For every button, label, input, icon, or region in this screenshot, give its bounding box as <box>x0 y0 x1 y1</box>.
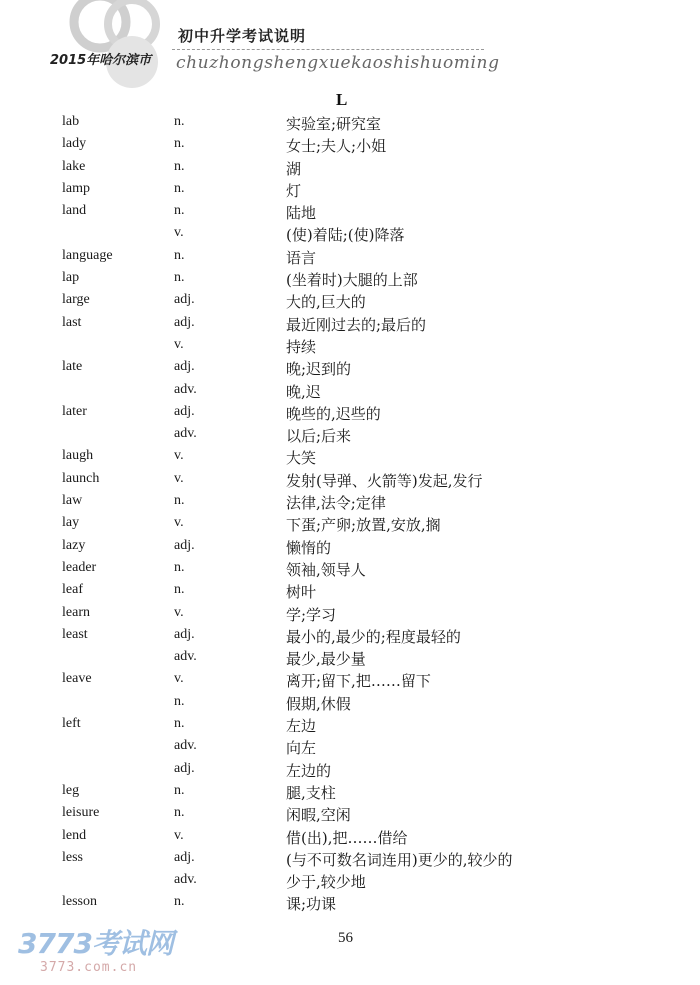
vocab-word: late <box>62 359 83 375</box>
vocab-meaning: 最小的,最少的;程度最轻的 <box>286 627 461 646</box>
watermark-brand: 3773考试网 <box>18 927 173 960</box>
vocab-meaning: 腿,支柱 <box>286 783 336 802</box>
vocab-row <box>0 402 700 424</box>
vocab-part-of-speech: adj. <box>174 359 195 375</box>
vocab-part-of-speech: n. <box>174 493 185 509</box>
vocab-part-of-speech: adj. <box>174 626 195 642</box>
vocab-word: lesson <box>62 894 97 910</box>
vocab-word: lake <box>62 158 86 174</box>
vocab-word: leader <box>62 559 97 575</box>
vocab-word: lady <box>62 136 87 152</box>
vocab-row <box>0 134 700 156</box>
vocab-word: leave <box>62 671 92 687</box>
vocab-row <box>0 157 700 179</box>
vocab-meaning: 学;学习 <box>286 605 337 624</box>
vocab-row <box>0 201 700 223</box>
vocab-row <box>0 603 700 625</box>
vocab-word: later <box>62 403 87 419</box>
header-divider <box>172 49 484 50</box>
vocab-meaning: 借(出),把……借给 <box>286 828 408 847</box>
vocab-word: leg <box>62 782 80 798</box>
vocab-meaning: 晚,迟 <box>286 382 321 401</box>
vocab-part-of-speech: adv. <box>174 738 197 754</box>
vocab-meaning: 闲暇,空闲 <box>286 806 351 825</box>
header-logo-circles-icon <box>62 0 172 90</box>
page-number: 56 <box>338 930 353 946</box>
vocab-meaning: 晚;迟到的 <box>286 360 352 379</box>
vocab-row <box>0 692 700 714</box>
vocab-meaning: 湖 <box>286 159 302 178</box>
vocab-row <box>0 179 700 201</box>
vocab-word: less <box>62 849 83 865</box>
vocab-part-of-speech: adv. <box>174 872 197 888</box>
vocab-part-of-speech: adj. <box>174 760 195 776</box>
vocab-part-of-speech: n. <box>174 247 185 263</box>
vocab-row <box>0 380 700 402</box>
vocab-part-of-speech: v. <box>174 470 184 486</box>
vocab-part-of-speech: adv. <box>174 649 197 665</box>
vocab-meaning: (与不可数名词连用)更少的,较少的 <box>286 850 513 869</box>
vocab-word: lamp <box>62 180 90 196</box>
vocab-part-of-speech: v. <box>174 225 184 241</box>
vocab-word: left <box>62 716 81 732</box>
vocab-meaning: 发射(导弹、火箭等)发起,发行 <box>286 471 483 490</box>
vocab-part-of-speech: n. <box>174 203 185 219</box>
vocab-part-of-speech: adj. <box>174 849 195 865</box>
vocab-part-of-speech: n. <box>174 693 185 709</box>
vocab-word: land <box>62 203 87 219</box>
vocab-meaning: 大的,巨大的 <box>286 293 366 312</box>
vocab-part-of-speech: v. <box>174 448 184 464</box>
vocab-meaning: 陆地 <box>286 204 317 223</box>
vocab-meaning: 最少,最少量 <box>286 650 366 669</box>
vocab-word: leaf <box>62 582 83 598</box>
vocab-meaning: 假期,休假 <box>286 694 351 713</box>
vocab-part-of-speech: adj. <box>174 537 195 553</box>
vocab-part-of-speech: v. <box>174 515 184 531</box>
header-title: 初中升学考试说明 <box>178 27 307 45</box>
vocab-word: leisure <box>62 805 100 821</box>
vocab-part-of-speech: v. <box>174 336 184 352</box>
vocab-meaning: 大笑 <box>286 449 317 468</box>
vocab-meaning: (坐着时)大腿的上部 <box>286 271 418 290</box>
page-header <box>0 0 700 90</box>
vocab-part-of-speech: v. <box>174 827 184 843</box>
vocab-meaning: 懒惰的 <box>286 538 332 557</box>
vocab-row <box>0 246 700 268</box>
header-pinyin: chuzhongshengxuekaoshishuoming <box>176 53 500 73</box>
vocabulary-list <box>0 112 700 915</box>
vocab-meaning: 左边的 <box>286 761 332 780</box>
vocab-meaning: 法律,法令;定律 <box>286 494 386 513</box>
watermark <box>18 922 173 975</box>
vocab-part-of-speech: n. <box>174 114 185 129</box>
vocab-word: large <box>62 292 90 308</box>
vocab-row <box>0 580 700 602</box>
vocab-row <box>0 781 700 803</box>
header-year-city: 2015年哈尔滨市 <box>50 53 152 68</box>
vocab-part-of-speech: n. <box>174 782 185 798</box>
vocab-part-of-speech: n. <box>174 805 185 821</box>
vocab-meaning: 树叶 <box>286 583 317 602</box>
vocab-row <box>0 313 700 335</box>
vocab-part-of-speech: n. <box>174 894 185 910</box>
vocab-meaning: 实验室;研究室 <box>286 115 382 133</box>
vocab-row <box>0 469 700 491</box>
vocab-row <box>0 870 700 892</box>
vocab-meaning: 向左 <box>286 739 317 758</box>
vocab-part-of-speech: n. <box>174 559 185 575</box>
vocab-part-of-speech: adv. <box>174 426 197 442</box>
watermark-url: 3773.com.cn <box>40 960 138 975</box>
vocab-part-of-speech: n. <box>174 158 185 174</box>
vocab-meaning: 少于,较少地 <box>286 873 366 892</box>
vocab-row <box>0 536 700 558</box>
vocab-part-of-speech: n. <box>174 136 185 152</box>
vocab-part-of-speech: n. <box>174 270 185 286</box>
vocab-row <box>0 335 700 357</box>
vocab-word: last <box>62 314 82 330</box>
vocab-word: lay <box>62 515 80 531</box>
vocab-row <box>0 268 700 290</box>
vocab-word: lap <box>62 270 80 286</box>
vocab-row <box>0 759 700 781</box>
vocab-row <box>0 290 700 312</box>
vocab-row <box>0 112 700 134</box>
vocab-row <box>0 736 700 758</box>
vocab-part-of-speech: v. <box>174 604 184 620</box>
vocab-row <box>0 826 700 848</box>
vocab-meaning: 下蛋;产卵;放置,安放,搁 <box>286 516 441 535</box>
vocab-word: least <box>62 626 88 642</box>
vocab-meaning: 左边 <box>286 717 317 736</box>
vocab-word: lab <box>62 114 80 129</box>
vocab-row <box>0 357 700 379</box>
vocab-row <box>0 491 700 513</box>
letter-heading: L <box>336 90 348 109</box>
vocab-meaning: 领袖,领导人 <box>286 560 366 579</box>
vocab-meaning: (使)着陆;(使)降落 <box>286 226 405 245</box>
vocab-word: law <box>62 493 83 509</box>
vocab-meaning: 持续 <box>286 337 317 356</box>
vocab-word: lazy <box>62 537 86 553</box>
vocab-part-of-speech: n. <box>174 180 185 196</box>
vocab-part-of-speech: adj. <box>174 314 195 330</box>
vocab-word: learn <box>62 604 90 620</box>
vocab-row <box>0 647 700 669</box>
vocab-part-of-speech: n. <box>174 716 185 732</box>
vocab-meaning: 灯 <box>286 181 302 200</box>
vocab-meaning: 语言 <box>286 248 317 267</box>
vocab-row <box>0 625 700 647</box>
vocab-word: laugh <box>62 448 94 464</box>
vocab-meaning: 课;功课 <box>286 895 337 914</box>
vocab-row <box>0 446 700 468</box>
vocab-part-of-speech: v. <box>174 671 184 687</box>
vocab-part-of-speech: adj. <box>174 292 195 308</box>
vocab-row <box>0 223 700 245</box>
vocab-row <box>0 892 700 914</box>
vocab-row <box>0 424 700 446</box>
vocab-meaning: 离开;留下,把……留下 <box>286 672 431 691</box>
vocab-row <box>0 558 700 580</box>
vocab-meaning: 以后;后来 <box>286 427 352 446</box>
vocab-part-of-speech: adj. <box>174 403 195 419</box>
vocab-row <box>0 669 700 691</box>
vocab-row <box>0 803 700 825</box>
vocab-row <box>0 714 700 736</box>
vocab-row <box>0 513 700 535</box>
vocab-row <box>0 848 700 870</box>
vocab-part-of-speech: n. <box>174 582 185 598</box>
vocab-word: language <box>62 247 113 263</box>
vocab-part-of-speech: adv. <box>174 381 197 397</box>
vocab-word: launch <box>62 470 100 486</box>
vocab-word: lend <box>62 827 87 843</box>
vocab-meaning: 最近刚过去的;最后的 <box>286 315 427 334</box>
vocab-meaning: 女士;夫人;小姐 <box>286 137 387 156</box>
vocab-meaning: 晚些的,迟些的 <box>286 404 381 423</box>
